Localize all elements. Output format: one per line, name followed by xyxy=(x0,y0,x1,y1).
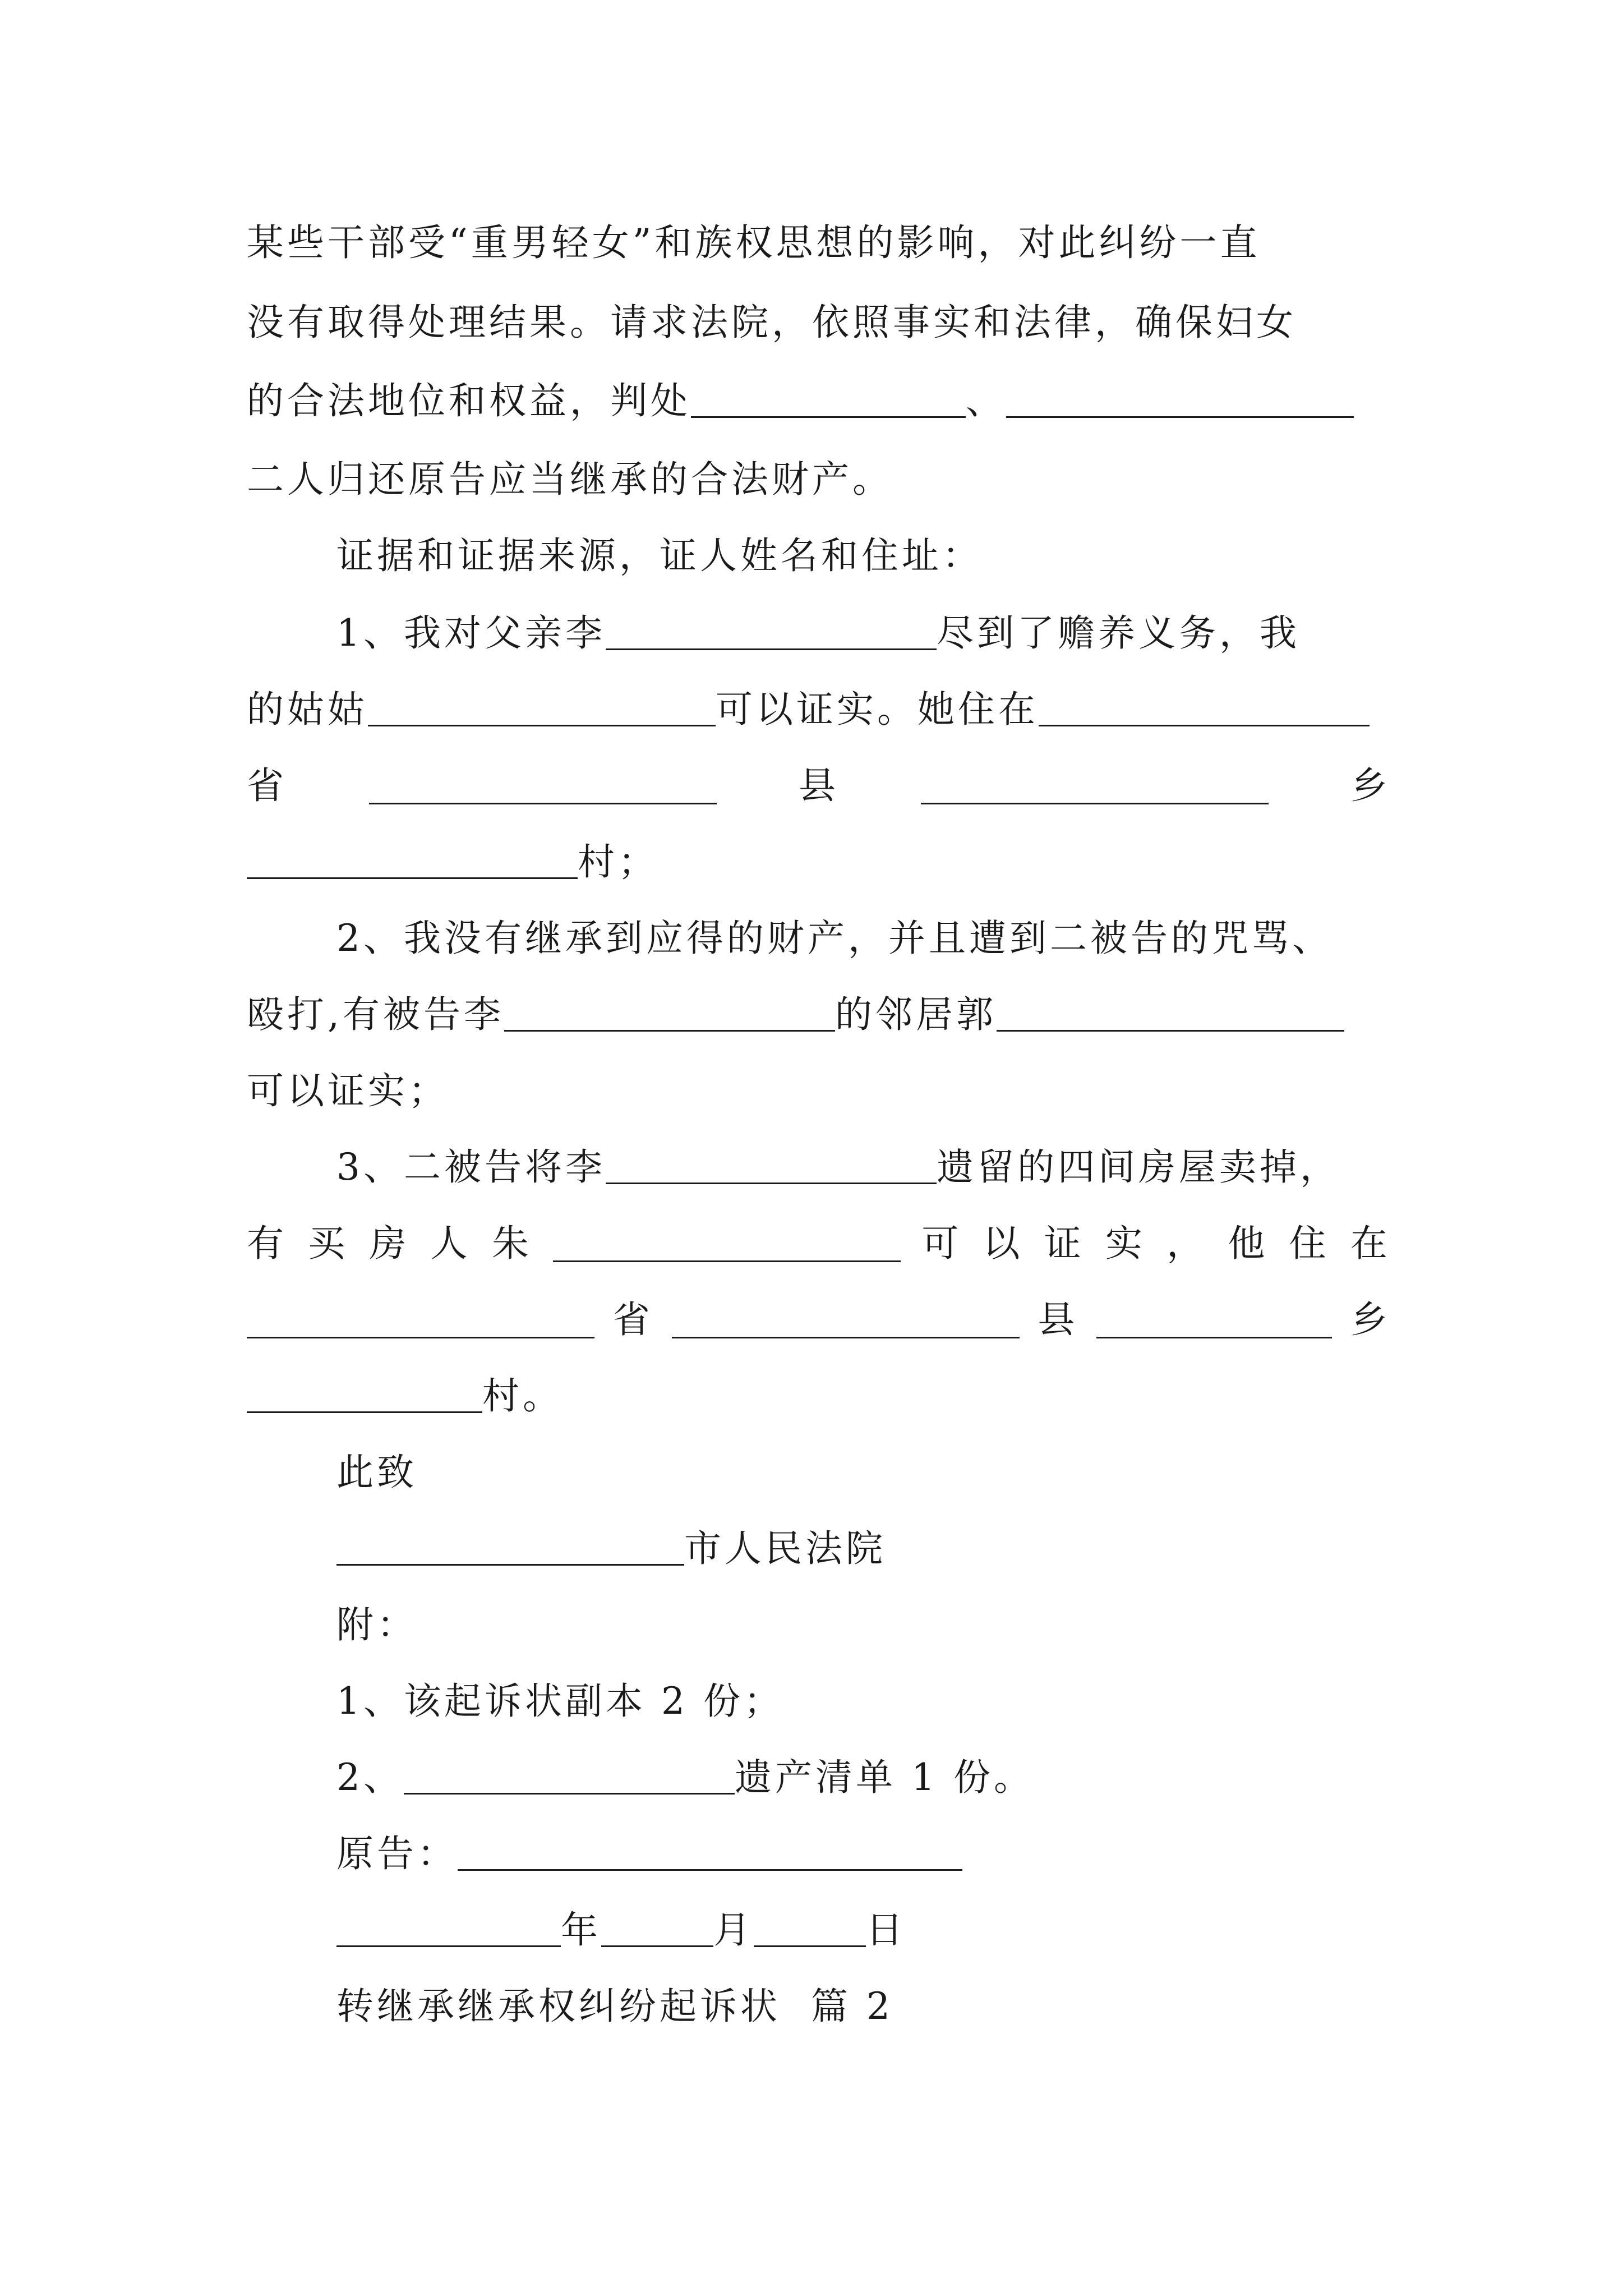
text-run: 年 xyxy=(561,1908,601,1952)
text-run: 日 xyxy=(866,1908,906,1952)
court-line xyxy=(336,1518,1391,1580)
fill-blank xyxy=(553,1219,901,1262)
fill-blank xyxy=(1006,375,1354,418)
address-line xyxy=(247,1289,1391,1351)
fill-blank xyxy=(504,988,835,1032)
salutation: 此致 xyxy=(336,1451,417,1494)
text-run: 、 xyxy=(966,379,1006,422)
fill-blank xyxy=(997,988,1344,1032)
attachment-item: 1、该起诉状副本 2 份； xyxy=(336,1680,784,1723)
fill-blank xyxy=(1039,683,1370,726)
char: 以 xyxy=(983,1222,1023,1265)
fill-blank xyxy=(368,683,716,726)
char: 房 xyxy=(369,1222,410,1265)
text-run: 1、我对父亲李 xyxy=(336,611,606,655)
attachment-label: 附： xyxy=(336,1603,417,1646)
paragraph-line xyxy=(247,370,1391,432)
text-run: 尽到了赡养义务，我 xyxy=(937,611,1300,655)
char: ， xyxy=(1166,1222,1207,1265)
section-heading: 证据和证据来源，证人姓名和住址： xyxy=(336,534,983,577)
fill-blank xyxy=(606,1141,937,1184)
char: 有 xyxy=(247,1222,287,1265)
text-run: 村； xyxy=(578,840,658,884)
fill-blank xyxy=(336,1904,561,1947)
date-line xyxy=(336,1899,1391,1961)
fill-blank xyxy=(921,761,1269,804)
fill-blank xyxy=(247,836,578,879)
text-run: 的邻居郭 xyxy=(834,993,997,1036)
text-run: 省 xyxy=(612,1298,653,1341)
text-run: 村。 xyxy=(482,1374,563,1418)
text-run: 县 xyxy=(1038,1298,1078,1341)
char: 住 xyxy=(1289,1222,1330,1265)
paragraph-line xyxy=(247,679,1391,740)
paragraph-line xyxy=(247,1365,1391,1427)
fill-blank xyxy=(458,1828,962,1871)
text-run: 2、 xyxy=(336,1756,404,1799)
fill-blank xyxy=(369,761,717,804)
paragraph-line xyxy=(336,602,1391,664)
char: 证 xyxy=(1044,1222,1085,1265)
text-run: 可以证实。她住在 xyxy=(716,688,1039,731)
fill-blank xyxy=(1096,1295,1332,1338)
fill-blank xyxy=(404,1751,735,1795)
fill-blank xyxy=(691,375,966,418)
char: 实 xyxy=(1105,1222,1146,1265)
section-title: 转继承继承权纠纷起诉状 篇 2 xyxy=(336,1985,893,2028)
text-run: 3、二被告将李 xyxy=(336,1145,606,1189)
paragraph-line xyxy=(336,1137,1391,1198)
text-run: 县 xyxy=(799,764,839,807)
char: 在 xyxy=(1350,1222,1391,1265)
text-run: 乡 xyxy=(1350,1298,1391,1341)
fill-blank xyxy=(754,1904,866,1947)
text-run: 殴打,有被告李 xyxy=(247,993,504,1036)
paragraph-line xyxy=(247,1213,1391,1274)
paragraph-line: 二人归还原告应当继承的合法财产。 xyxy=(247,458,893,501)
paragraph-line xyxy=(247,984,1391,1046)
text-run: 遗留的四间房屋卖掉， xyxy=(937,1145,1340,1189)
attachment-item xyxy=(336,1747,1391,1809)
paragraph-line xyxy=(247,831,1391,893)
paragraph-line: 某些干部受“重男轻女”和族权思想的影响，对此纠纷一直 xyxy=(247,221,1261,264)
fill-blank xyxy=(336,1522,684,1566)
address-line xyxy=(247,755,1391,817)
fill-blank xyxy=(606,607,937,650)
text-run: 月 xyxy=(713,1908,754,1952)
char: 朱 xyxy=(491,1222,532,1265)
char: 他 xyxy=(1228,1222,1269,1265)
plaintiff-line xyxy=(336,1823,1391,1885)
paragraph-line: 2、我没有继承到应得的财产，并且遭到二被告的咒骂、 xyxy=(336,917,1332,960)
text-run: 的姑姑 xyxy=(247,688,368,731)
fill-blank xyxy=(601,1904,713,1947)
text-run: 的合法地位和权益，判处 xyxy=(247,379,691,422)
fill-blank xyxy=(247,1295,594,1338)
text-run: 原告： xyxy=(336,1832,458,1875)
text-run: 遗产清单 1 份。 xyxy=(735,1756,1034,1799)
text-run: 省 xyxy=(247,764,287,807)
char: 买 xyxy=(308,1222,349,1265)
text-run: 乡 xyxy=(1350,764,1391,807)
fill-blank xyxy=(672,1295,1020,1338)
paragraph-line: 没有取得处理结果。请求法院，依照事实和法律，确保妇女 xyxy=(247,301,1297,344)
text-run: 市人民法院 xyxy=(684,1527,886,1570)
char: 人 xyxy=(430,1222,471,1265)
paragraph-line: 可以证实； xyxy=(247,1069,449,1112)
fill-blank xyxy=(247,1370,482,1413)
char: 可 xyxy=(921,1222,962,1265)
